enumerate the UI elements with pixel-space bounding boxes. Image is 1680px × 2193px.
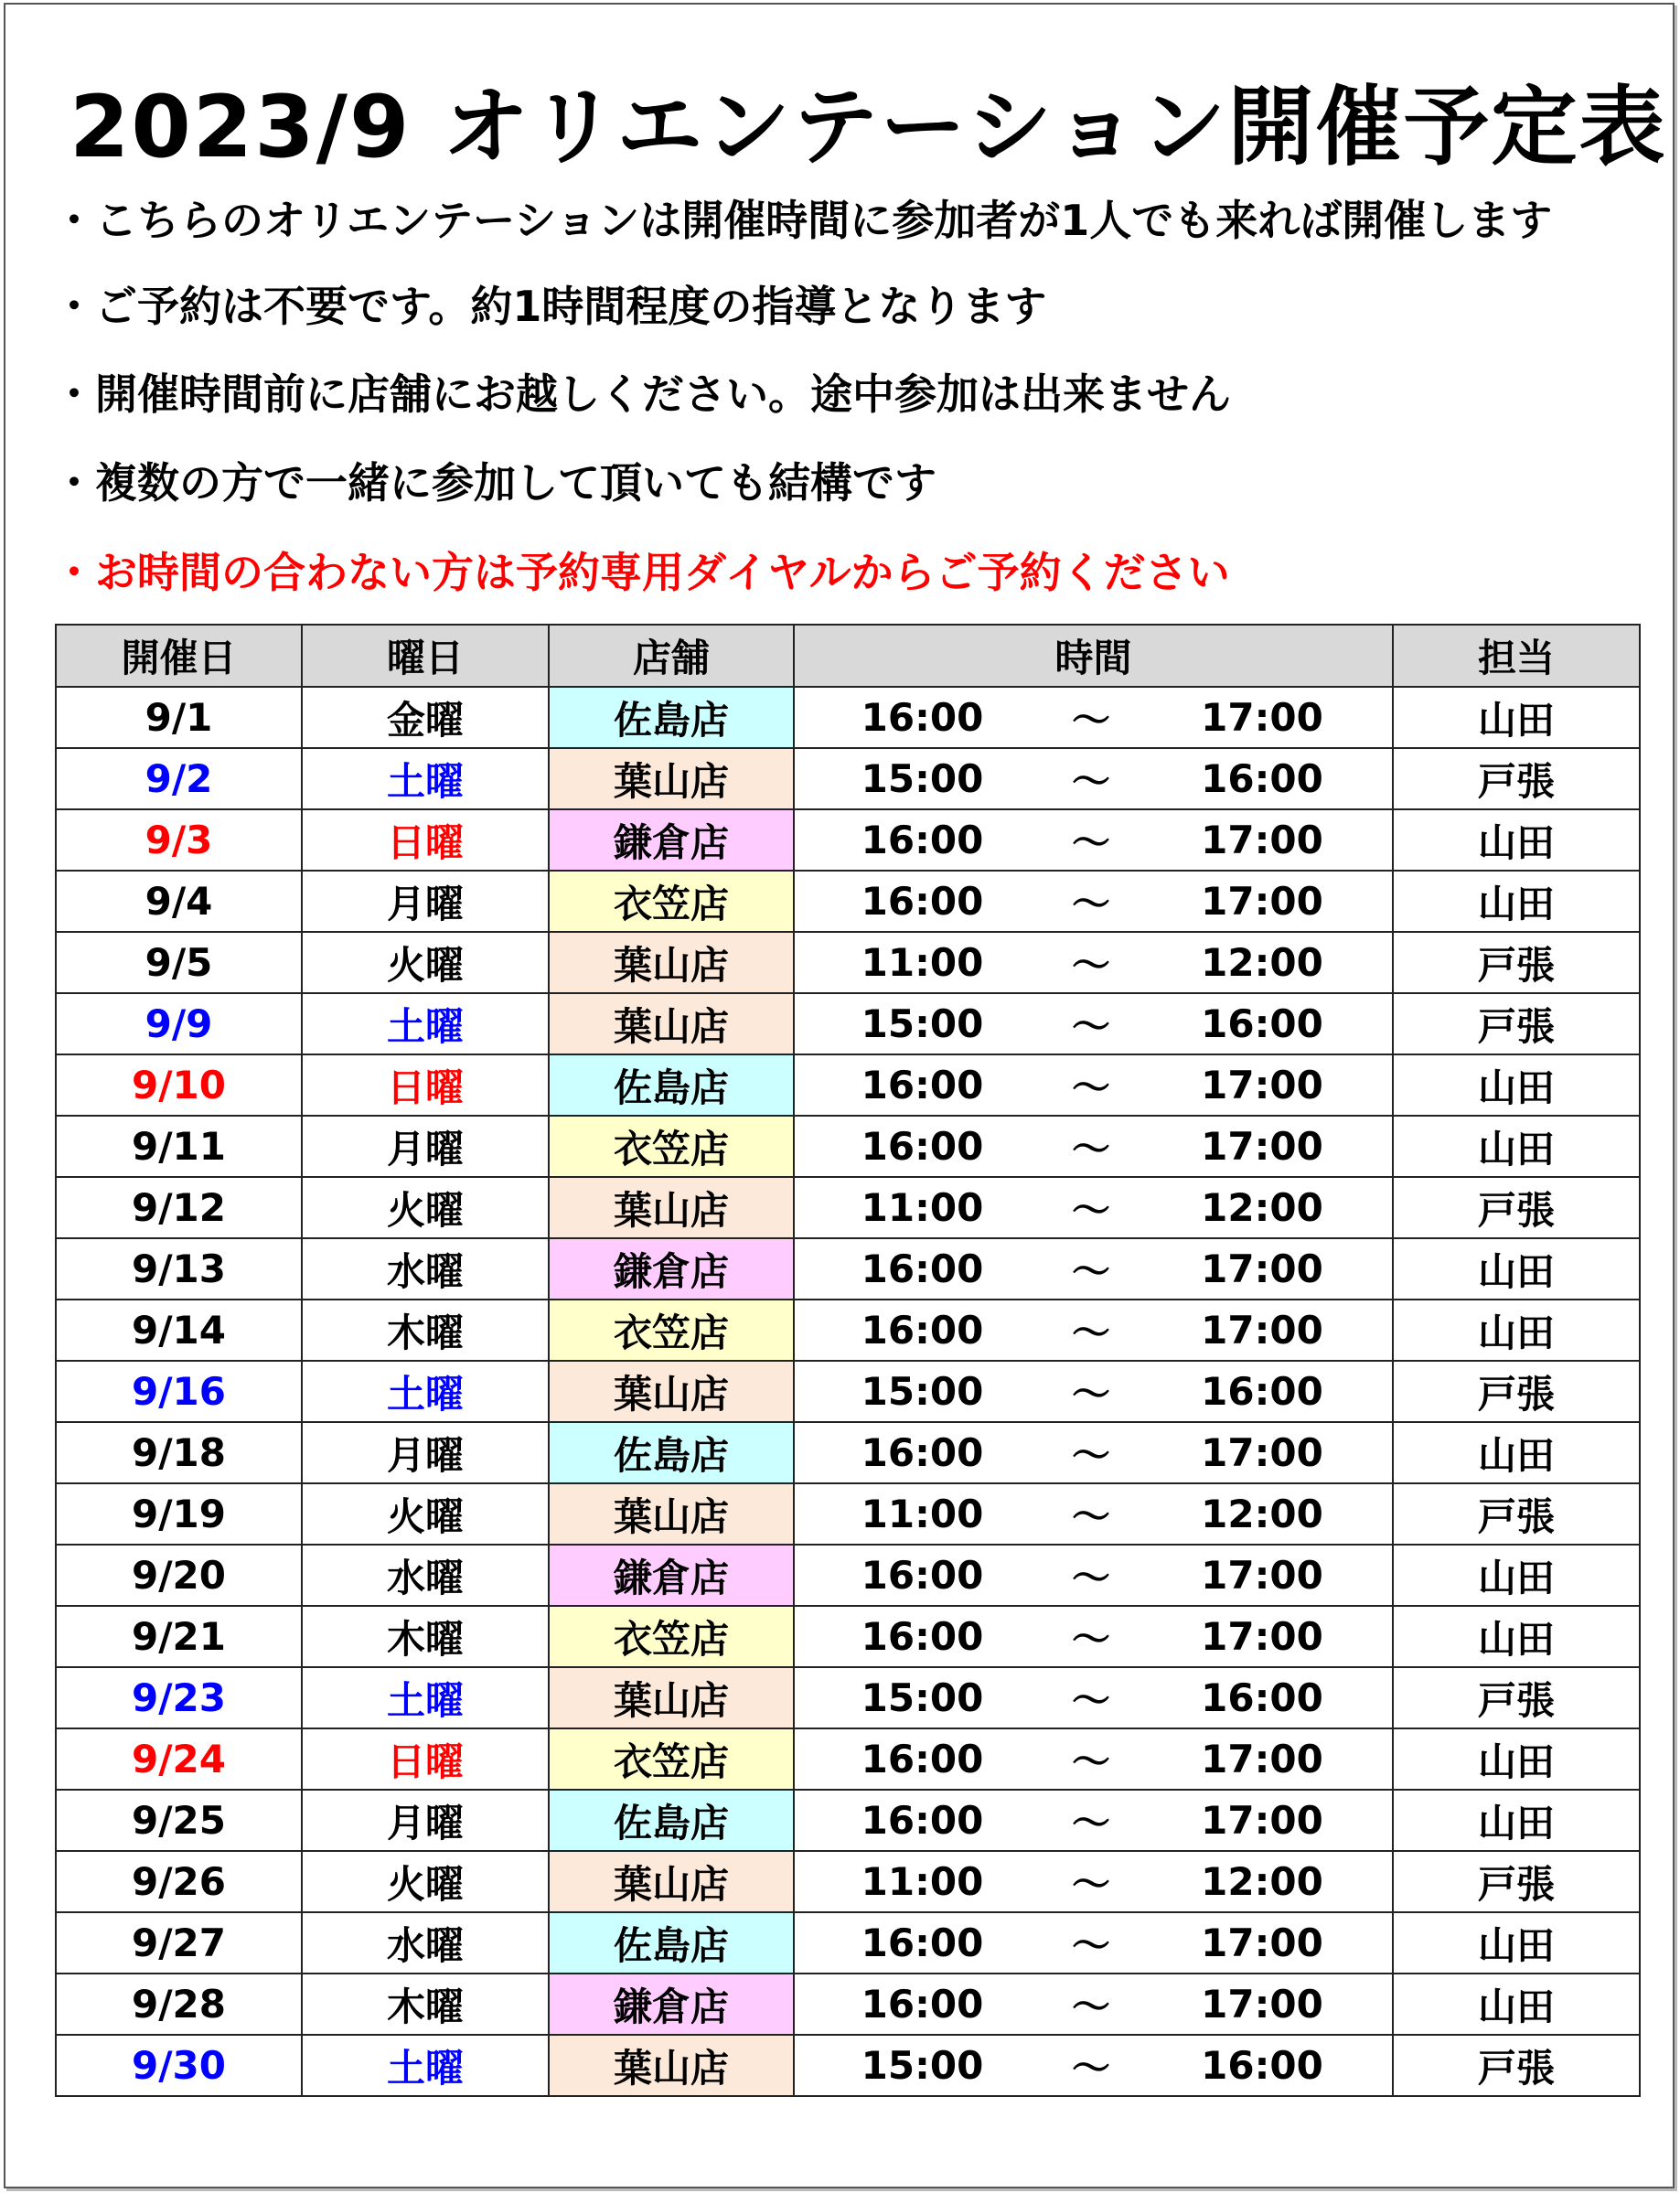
time-separator: ～	[1022, 1728, 1160, 1790]
day-cell: 水曜	[302, 1912, 549, 1974]
start-time-cell: 15:00	[794, 748, 1022, 809]
date-cell: 9/2	[56, 748, 302, 809]
time-separator: ～	[1022, 2035, 1160, 2096]
day-cell: 土曜	[302, 1361, 549, 1422]
date-cell: 9/25	[56, 1790, 302, 1851]
staff-cell: 山田	[1393, 1545, 1640, 1606]
staff-cell: 山田	[1393, 809, 1640, 871]
store-cell: 衣笠店	[549, 1116, 794, 1177]
reservation-note: ・お時間の合わない方は予約専用ダイヤルからご予約ください	[53, 548, 1230, 597]
time-separator: ～	[1022, 1974, 1160, 2035]
day-cell: 土曜	[302, 748, 549, 809]
day-cell: 土曜	[302, 993, 549, 1054]
date-cell: 9/21	[56, 1606, 302, 1667]
time-separator: ～	[1022, 1790, 1160, 1851]
table-row	[56, 871, 1640, 932]
date-cell: 9/23	[56, 1667, 302, 1728]
date-cell: 9/14	[56, 1300, 302, 1361]
store-cell: 衣笠店	[549, 871, 794, 932]
start-time-cell: 16:00	[794, 1790, 1022, 1851]
end-time-cell: 17:00	[1160, 1606, 1393, 1667]
day-cell: 土曜	[302, 2035, 549, 2096]
end-time-cell: 12:00	[1160, 1483, 1393, 1545]
note-2: ・ご予約は不要です。約1時間程度の指導となります	[53, 282, 1047, 331]
staff-cell: 山田	[1393, 1912, 1640, 1974]
day-cell: 月曜	[302, 871, 549, 932]
time-separator: ～	[1022, 1912, 1160, 1974]
store-cell: 佐島店	[549, 1422, 794, 1483]
header-staff: 担当	[1393, 625, 1640, 687]
store-cell: 衣笠店	[549, 1300, 794, 1361]
note-4: ・複数の方で一緒に参加して頂いても結構です	[53, 458, 936, 508]
staff-cell: 戸張	[1393, 1361, 1640, 1422]
header-time: 時間	[794, 625, 1393, 687]
date-cell: 9/18	[56, 1422, 302, 1483]
start-time-cell: 15:00	[794, 1361, 1022, 1422]
table-row	[56, 1606, 1640, 1667]
table-body	[56, 687, 1640, 2096]
start-time-cell: 16:00	[794, 1422, 1022, 1483]
day-cell: 月曜	[302, 1790, 549, 1851]
time-separator: ～	[1022, 687, 1160, 748]
start-time-cell: 16:00	[794, 1054, 1022, 1116]
staff-cell: 山田	[1393, 1300, 1640, 1361]
staff-cell: 戸張	[1393, 1667, 1640, 1728]
table-row	[56, 1116, 1640, 1177]
end-time-cell: 16:00	[1160, 1667, 1393, 1728]
store-cell: 葉山店	[549, 2035, 794, 2096]
end-time-cell: 12:00	[1160, 1177, 1393, 1238]
end-time-cell: 17:00	[1160, 1238, 1393, 1300]
day-cell: 日曜	[302, 1728, 549, 1790]
staff-cell: 山田	[1393, 1422, 1640, 1483]
end-time-cell: 12:00	[1160, 1851, 1393, 1912]
day-cell: 木曜	[302, 1606, 549, 1667]
day-cell: 木曜	[302, 1974, 549, 2035]
day-cell: 水曜	[302, 1545, 549, 1606]
header-date: 開催日	[56, 625, 302, 687]
time-separator: ～	[1022, 1667, 1160, 1728]
end-time-cell: 17:00	[1160, 1300, 1393, 1361]
start-time-cell: 11:00	[794, 1177, 1022, 1238]
table-row	[56, 1545, 1640, 1606]
time-separator: ～	[1022, 1116, 1160, 1177]
store-cell: 佐島店	[549, 1790, 794, 1851]
start-time-cell: 11:00	[794, 1851, 1022, 1912]
end-time-cell: 17:00	[1160, 687, 1393, 748]
header-store: 店舗	[549, 625, 794, 687]
store-cell: 佐島店	[549, 1054, 794, 1116]
start-time-cell: 16:00	[794, 1606, 1022, 1667]
date-cell: 9/12	[56, 1177, 302, 1238]
staff-cell: 戸張	[1393, 932, 1640, 993]
start-time-cell: 11:00	[794, 932, 1022, 993]
start-time-cell: 16:00	[794, 1974, 1022, 2035]
end-time-cell: 16:00	[1160, 2035, 1393, 2096]
table-row	[56, 2035, 1640, 2096]
day-cell: 火曜	[302, 1851, 549, 1912]
staff-cell: 戸張	[1393, 2035, 1640, 2096]
date-cell: 9/3	[56, 809, 302, 871]
date-cell: 9/28	[56, 1974, 302, 2035]
date-cell: 9/19	[56, 1483, 302, 1545]
store-cell: 葉山店	[549, 993, 794, 1054]
end-time-cell: 17:00	[1160, 1054, 1393, 1116]
staff-cell: 山田	[1393, 1606, 1640, 1667]
staff-cell: 戸張	[1393, 748, 1640, 809]
day-cell: 日曜	[302, 1054, 549, 1116]
time-separator: ～	[1022, 1545, 1160, 1606]
end-time-cell: 17:00	[1160, 871, 1393, 932]
date-cell: 9/30	[56, 2035, 302, 2096]
time-separator: ～	[1022, 1851, 1160, 1912]
start-time-cell: 16:00	[794, 1238, 1022, 1300]
staff-cell: 山田	[1393, 1116, 1640, 1177]
store-cell: 葉山店	[549, 748, 794, 809]
schedule-table	[55, 624, 1641, 2097]
staff-cell: 戸張	[1393, 993, 1640, 1054]
end-time-cell: 17:00	[1160, 1545, 1393, 1606]
staff-cell: 戸張	[1393, 1483, 1640, 1545]
time-separator: ～	[1022, 932, 1160, 993]
day-cell: 金曜	[302, 687, 549, 748]
start-time-cell: 16:00	[794, 871, 1022, 932]
date-cell: 9/11	[56, 1116, 302, 1177]
start-time-cell: 16:00	[794, 687, 1022, 748]
day-cell: 木曜	[302, 1300, 549, 1361]
header-day: 曜日	[302, 625, 549, 687]
start-time-cell: 16:00	[794, 1116, 1022, 1177]
date-cell: 9/9	[56, 993, 302, 1054]
table-row	[56, 1238, 1640, 1300]
page-title: 2023/9 オリエンテーション開催予定表	[70, 78, 1667, 177]
start-time-cell: 16:00	[794, 1300, 1022, 1361]
staff-cell: 山田	[1393, 1974, 1640, 2035]
staff-cell: 戸張	[1393, 1851, 1640, 1912]
end-time-cell: 16:00	[1160, 748, 1393, 809]
store-cell: 佐島店	[549, 687, 794, 748]
day-cell: 土曜	[302, 1667, 549, 1728]
end-time-cell: 17:00	[1160, 1422, 1393, 1483]
end-time-cell: 17:00	[1160, 1974, 1393, 2035]
time-separator: ～	[1022, 1054, 1160, 1116]
day-cell: 月曜	[302, 1422, 549, 1483]
time-separator: ～	[1022, 809, 1160, 871]
schedule-sheet	[4, 3, 1675, 2188]
note-3: ・開催時間前に店舗にお越しください。途中参加は出来ません	[53, 369, 1231, 419]
table-row	[56, 1912, 1640, 1974]
store-cell: 衣笠店	[549, 1606, 794, 1667]
date-cell: 9/20	[56, 1545, 302, 1606]
time-separator: ～	[1022, 1483, 1160, 1545]
start-time-cell: 16:00	[794, 1912, 1022, 1974]
end-time-cell: 17:00	[1160, 1912, 1393, 1974]
end-time-cell: 16:00	[1160, 1361, 1393, 1422]
time-separator: ～	[1022, 1300, 1160, 1361]
time-separator: ～	[1022, 1606, 1160, 1667]
store-cell: 衣笠店	[549, 1728, 794, 1790]
date-cell: 9/10	[56, 1054, 302, 1116]
date-cell: 9/16	[56, 1361, 302, 1422]
staff-cell: 山田	[1393, 687, 1640, 748]
table-row	[56, 809, 1640, 871]
time-separator: ～	[1022, 748, 1160, 809]
table-row	[56, 1177, 1640, 1238]
store-cell: 葉山店	[549, 1361, 794, 1422]
staff-cell: 山田	[1393, 1790, 1640, 1851]
table-row	[56, 1054, 1640, 1116]
time-separator: ～	[1022, 1361, 1160, 1422]
note-1: ・こちらのオリエンテーションは開催時間に参加者が1人でも来れば開催します	[53, 196, 1553, 245]
table-row	[56, 1422, 1640, 1483]
date-cell: 9/1	[56, 687, 302, 748]
date-cell: 9/26	[56, 1851, 302, 1912]
end-time-cell: 12:00	[1160, 932, 1393, 993]
time-separator: ～	[1022, 871, 1160, 932]
day-cell: 日曜	[302, 809, 549, 871]
day-cell: 火曜	[302, 932, 549, 993]
end-time-cell: 16:00	[1160, 993, 1393, 1054]
start-time-cell: 15:00	[794, 1667, 1022, 1728]
date-cell: 9/4	[56, 871, 302, 932]
staff-cell: 山田	[1393, 1054, 1640, 1116]
staff-cell: 山田	[1393, 1728, 1640, 1790]
store-cell: 佐島店	[549, 1912, 794, 1974]
date-cell: 9/5	[56, 932, 302, 993]
date-cell: 9/27	[56, 1912, 302, 1974]
end-time-cell: 17:00	[1160, 1728, 1393, 1790]
start-time-cell: 16:00	[794, 1545, 1022, 1606]
table-row	[56, 687, 1640, 748]
time-separator: ～	[1022, 1177, 1160, 1238]
time-separator: ～	[1022, 1422, 1160, 1483]
store-cell: 葉山店	[549, 1667, 794, 1728]
store-cell: 鎌倉店	[549, 809, 794, 871]
store-cell: 鎌倉店	[549, 1238, 794, 1300]
end-time-cell: 17:00	[1160, 1790, 1393, 1851]
table-row	[56, 932, 1640, 993]
staff-cell: 戸張	[1393, 1177, 1640, 1238]
day-cell: 火曜	[302, 1483, 549, 1545]
table-row	[56, 1361, 1640, 1422]
staff-cell: 山田	[1393, 1238, 1640, 1300]
table-row	[56, 1483, 1640, 1545]
start-time-cell: 11:00	[794, 1483, 1022, 1545]
staff-cell: 山田	[1393, 871, 1640, 932]
date-cell: 9/13	[56, 1238, 302, 1300]
store-cell: 葉山店	[549, 1851, 794, 1912]
day-cell: 火曜	[302, 1177, 549, 1238]
store-cell: 鎌倉店	[549, 1974, 794, 2035]
end-time-cell: 17:00	[1160, 1116, 1393, 1177]
table-row	[56, 748, 1640, 809]
time-separator: ～	[1022, 1238, 1160, 1300]
table-row	[56, 1728, 1640, 1790]
start-time-cell: 16:00	[794, 1728, 1022, 1790]
table-header-row	[56, 625, 1640, 687]
day-cell: 月曜	[302, 1116, 549, 1177]
table-row	[56, 1300, 1640, 1361]
store-cell: 鎌倉店	[549, 1545, 794, 1606]
store-cell: 葉山店	[549, 1483, 794, 1545]
start-time-cell: 15:00	[794, 2035, 1022, 2096]
table-row	[56, 1790, 1640, 1851]
store-cell: 葉山店	[549, 1177, 794, 1238]
day-cell: 水曜	[302, 1238, 549, 1300]
store-cell: 葉山店	[549, 932, 794, 993]
table-row	[56, 1851, 1640, 1912]
table-row	[56, 1667, 1640, 1728]
start-time-cell: 15:00	[794, 993, 1022, 1054]
table-row	[56, 993, 1640, 1054]
start-time-cell: 16:00	[794, 809, 1022, 871]
end-time-cell: 17:00	[1160, 809, 1393, 871]
date-cell: 9/24	[56, 1728, 302, 1790]
time-separator: ～	[1022, 993, 1160, 1054]
table-row	[56, 1974, 1640, 2035]
